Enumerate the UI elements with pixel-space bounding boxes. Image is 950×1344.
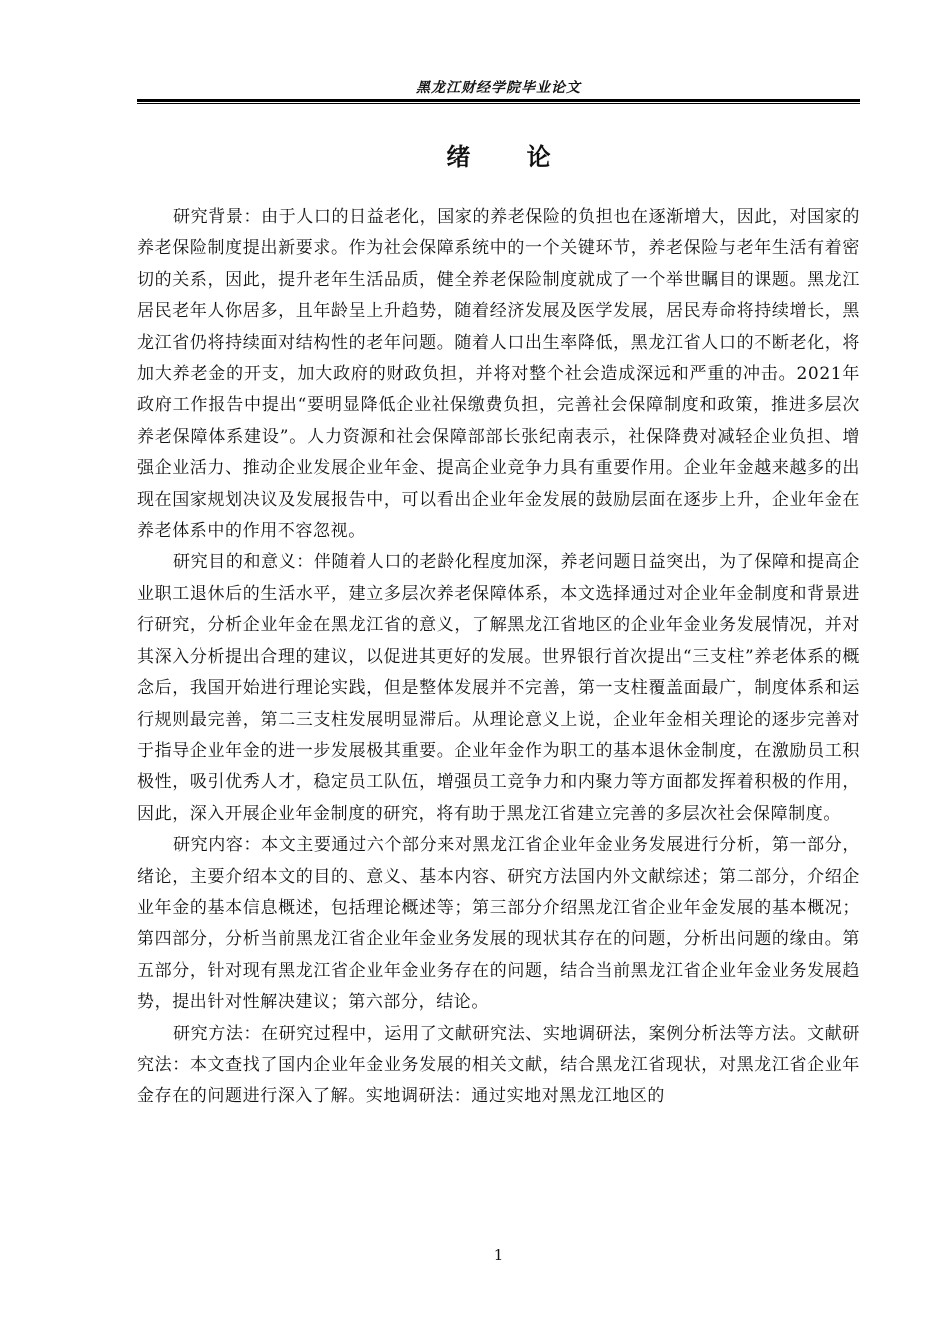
header-rule <box>137 99 860 104</box>
paragraph-research-content: 研究内容：本文主要通过六个部分来对黑龙江省企业年金业务发展进行分析，第一部分，绪论，主要介绍本文的目的、意义、基本内容、研究方法国内外文献综述；第二部分，介绍企业年金的基本信息概述，包括理论概述等；第三部分介绍黑龙江省企业年金发展的基本概况；第四部分，分析当前黑龙江省企业年金业务发展的现状其存在的问题，分析出问题的缘由。第五部分，针对现有黑龙江省企业年金业务存在的问题，结合当前黑龙江省企业年金业务发展趋势，提出针对性解决建议；第六部分，结论。 <box>137 835 860 1013</box>
paragraph-research-methods: 研究方法：在研究过程中，运用了文献研究法、实地调研法，案例分析法等方法。文献研究法：本文查找了国内企业年金业务发展的相关文献，结合黑龙江省现状，对黑龙江省企业年金存在的问题进行深入了解。实地调研法：通过实地对黑龙江地区的 <box>137 1023 860 1107</box>
paragraph-research-background: 研究背景：由于人口的日益老化，国家的养老保险的负担也在逐渐增大，因此，对国家的养老保险制度提出新要求。作为社会保障系统中的一个关键环节，养老保险与老年生活有着密切的关系，因此，提升老年生活品质，健全养老保险制度就成了一个举世瞩目的课题。黑龙江居民老年人你居多，且年龄呈上升趋势，随着经济发展及医学发展，居民寿命将持续增长，黑龙江省仍将持续面对结构性的老年问题。随着人口出生率降低，黑龙江省人口的不断老化，将加大养老金的开支，加大政府的财政负担，并将对整个社会造成深远和严重的冲击。2021年政府工作报告中提出“要明显降低企业社保缴费负担，完善社会保障制度和政策，推进多层次养老保障体系建设”。人力资源和社会保障部部长张纪南表示，社保降费对减轻企业负担、增强企业活力、推动企业发展企业年金、提高企业竞争力具有重要作用。企业年金越来越多的出现在国家规划决议及发展报告中，可以看出企业年金发展的鼓励层面在逐步上升，企业年金在养老体系中的作用不容忽视。 <box>137 207 860 542</box>
chapter-title: 绪 论 <box>446 143 575 171</box>
paragraph-research-purpose: 研究目的和意义：伴随着人口的老龄化程度加深，养老问题日益突出，为了保障和提高企业职工退休后的生活水平，建立多层次养老保障体系，本文选择通过对企业年金制度和背景进行研究，分析企业年金在黑龙江省的意义，了解黑龙江省地区的企业年金业务发展情况，并对其深入分析提出合理的建议，以促进其更好的发展。世界银行首次提出“三支柱”养老体系的概念后，我国开始进行理论实践，但是整体发展并不完善，第一支柱覆盖面最广，制度体系和运行规则最完善，第二三支柱发展明显滞后。从理论意义上说，企业年金相关理论的逐步完善对于指导企业年金的进一步发展极其重要。企业年金作为职工的基本退休金制度，在激励员工积极性，吸引优秀人才，稳定员工队伍，增强员工竞争力和内聚力等方面都发挥着积极的作用，因此，深入开展企业年金制度的研究，将有助于黑龙江省建立完善的多层次社会保障制度。 <box>137 552 860 824</box>
body-text <box>137 202 860 1113</box>
running-header: 黑龙江财经学院毕业论文 <box>416 80 581 96</box>
page-number: 1 <box>493 1246 504 1264</box>
